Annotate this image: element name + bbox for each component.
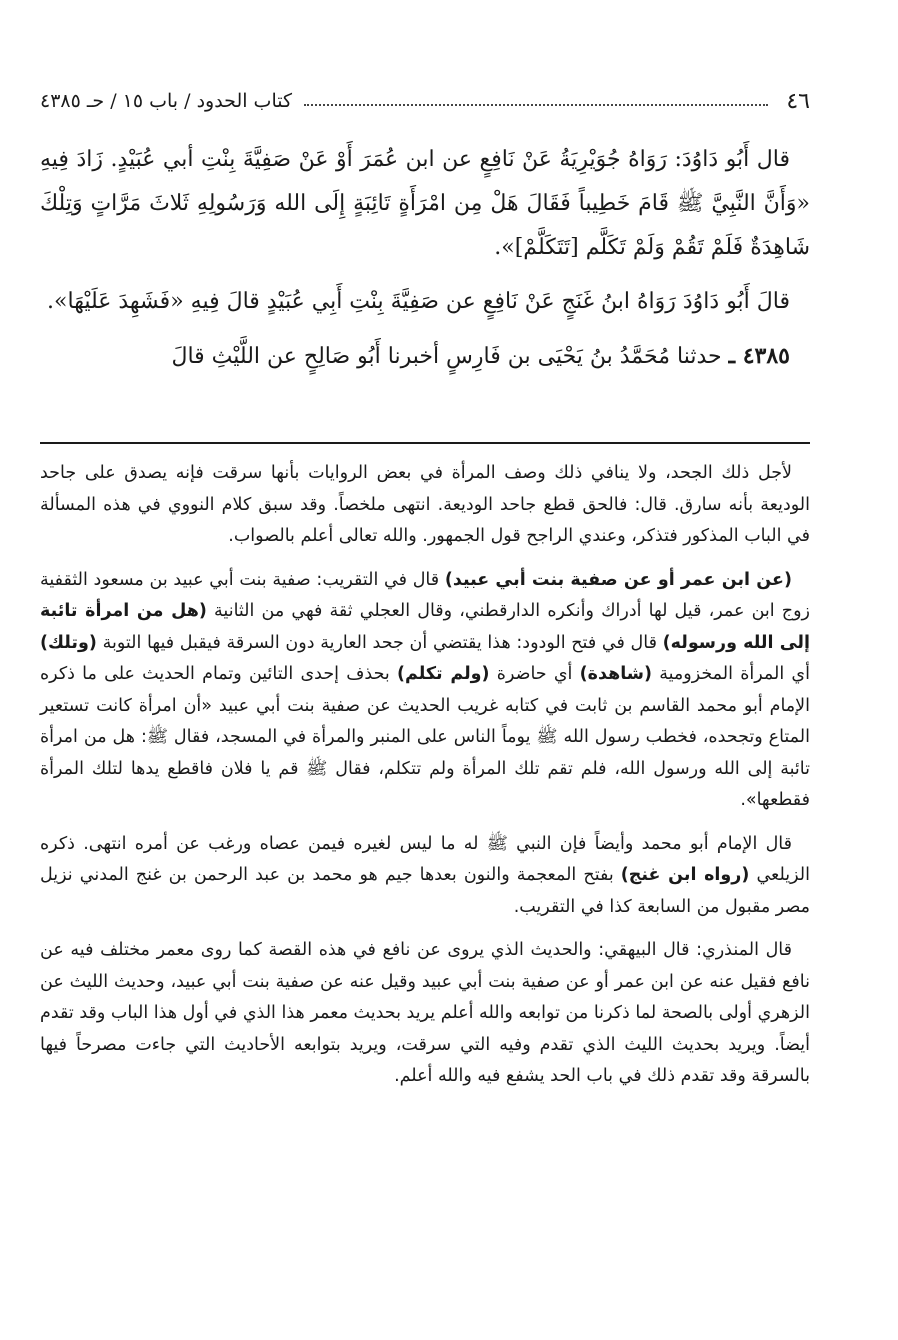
main-paragraph: قالَ أَبُو دَاوُدَ رَوَاهُ ابنُ غَنَجٍ عَنْ نَافِعٍ عن صَفِيَّةَ بِنْتِ أَبِي عُبَيْدٍ قالَ فِيهِ «فَشَهِدَ عَلَيْهَا». <box>47 289 790 314</box>
header-dotted-leader <box>304 104 768 106</box>
page-number: ٤٦ <box>786 88 810 114</box>
hadith-number: ٤٣٨٥ ـ <box>728 343 790 369</box>
quoted-phrase: (وتلك) <box>40 632 97 653</box>
quoted-phrase: (ولم تكلم) <box>397 664 490 684</box>
quoted-phrase: (شاهدة) <box>579 664 652 684</box>
isnad-text: حدثنا مُحَمَّدُ بنُ يَحْيَى بن فَارِسٍ أخبرنا أَبُو صَالِحٍ عن اللَّيْثِ قالَ <box>171 344 722 369</box>
main-paragraph: قال أَبُو دَاوُدَ: رَوَاهُ جُوَيْرِيَةُ عَنْ نَافِعٍ عن ابن عُمَرَ أَوْ عَنْ صَفِيَّةَ بِنْتِ أبي عُبَيْدٍ. زَادَ فِيهِ «وَأَنَّ النَّبِيَّ ﷺ قَامَ خَطِيباً فَقَالَ هَلْ مِن امْرَأَةٍ تَائِبَةٍ إِلَى الله وَرَسُولِهِ ثَلاثَ مَرَّاتٍ وَتِلْكَ شَاهِدَةٌ فَلَمْ تَقُمْ وَلَمْ تَكَلَّم [تَتَكَلَّمْ]». <box>40 147 810 260</box>
commentary-text: بفتح المعجمة والنون بعدها جيم هو محمد بن عبد الرحمن بن غنج المدني نزيل مصر مقبول من السابعة كذا في التقريب. <box>40 865 810 917</box>
quoted-phrase: (عن ابن عمر أو عن صفية بنت أبي عبيد) <box>444 569 792 590</box>
page-header <box>40 84 810 118</box>
commentary-paragraph <box>40 829 810 924</box>
commentary-text: أي حاضرة <box>489 664 580 684</box>
commentary <box>40 458 810 1105</box>
commentary-text: قال الإمام أبو محمد وأيضاً فإن النبي ﷺ له ما ليس لغيره فيمن عصاه ورغب عن أمره انتهى. ذكره الزيلعي <box>40 833 810 885</box>
main-paragraph <box>40 334 810 379</box>
commentary-text: قال في فتح الودود: هذا يقتضي أن جحد العارية دون السرقة فيقبل فيها التوبة <box>96 632 663 653</box>
footnote-separator <box>40 442 810 444</box>
quoted-phrase: (رواه ابن غنج) <box>620 865 750 885</box>
commentary-paragraph <box>40 565 810 817</box>
commentary-paragraph: قال المنذري: قال البيهقي: والحديث الذي يروى عن نافع في هذه القصة كما روى معمر مختلف فيه عن نافع فقيل عنه عن ابن عمر أو عن صفية بنت أبي عبيد وقيل عنه عن صفية بنت أبي عبيد، وحديث الليث عن الزهري أولى بالصحة لما ذكرنا من توابعه والله أعلم يريد بحديث معمر هذا الذي في أول هذا الباب وقد تقدم أيضاً. ويريد بحديث الليث الذي تقدم وفيه التي سرقت، ويريد بتوابعه الأحاديث التي جاءت مصرحاً فيها بالسرقة وقد تقدم ذلك في باب الحد يشفع فيه والله أعلم. <box>40 940 810 1086</box>
commentary-paragraph: لأجل ذلك الجحد، ولا ينافي ذلك وصف المرأة في بعض الروايات بأنها سرقت فإنه يصدق على جاحد الوديعة بأنه سارق. قال: فالحق قطع جاحد الوديعة. انتهى ملخصاً. وقد سبق كلام النووي في هذه المسألة في الباب المذكور فتذكر، وعندي الراجح قول الجمهور. والله تعالى أعلم بالصواب. <box>40 463 810 546</box>
hadith-text <box>40 138 810 379</box>
running-title: كتاب الحدود / باب ١٥ / حـ ٤٣٨٥ <box>40 90 293 112</box>
commentary-text: قال في التقريب: صفية بنت أبي عبيد بن مسعود الثقفية زوج ابن عمر، قيل لها أدراك وأنكره الدارقطني، وقال العجلي ثقة فهي من الثانية <box>40 569 811 621</box>
commentary-text: أي المرأة المخزومية <box>652 664 810 684</box>
quoted-phrase: (هل من امرأة تائبة إلى الله ورسوله) <box>40 601 811 653</box>
commentary-text: بحذف إحدى التائين وتمام الحديث على ما ذكره الإمام أبو محمد القاسم بن ثابت في كتابه غريب الحديث عن صفية بنت أبي عبيد «أن امرأة كانت تستعير المتاع وتجحده، فخطب رسول الله ﷺ يوماً الناس على المنبر والمرأة في المسجد، فقال ﷺ: هل من امرأة تائبة إلى الله ورسول الله، فلم تقم تلك المرأة ولم تتكلم، فقال ﷺ قم يا فلان فاقطع يدها لتلك المرأة فقطعها». <box>40 664 810 810</box>
